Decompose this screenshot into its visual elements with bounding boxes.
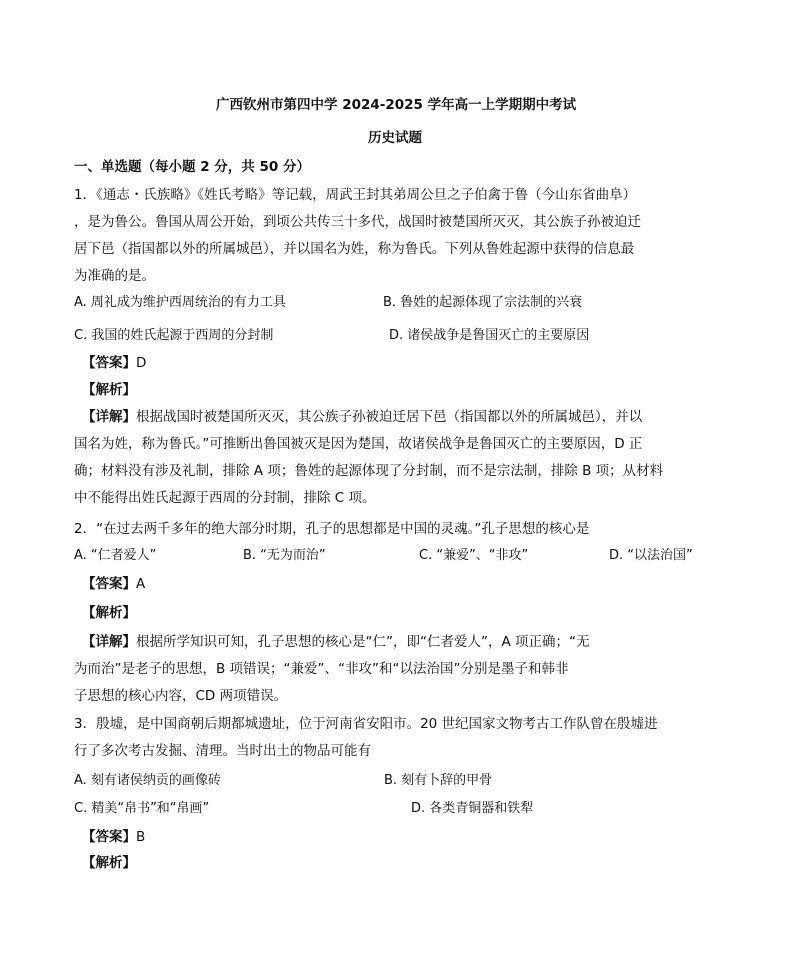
q2-option-c: C. “兼爱”、“非攻” bbox=[419, 548, 529, 563]
q2-option-d: D. “以法治国” bbox=[609, 548, 693, 563]
q1-answer-label: 【答案】 bbox=[82, 355, 136, 371]
q2-option-b: B. “无为而治” bbox=[243, 548, 326, 563]
q2-answer-value: A bbox=[136, 576, 146, 592]
q3-option-c: C. 精美“帛书”和“帛画” bbox=[74, 801, 210, 816]
section-heading: 一、单选题（每小题 2 分，共 50 分） bbox=[74, 159, 310, 175]
q1-stem-line-3: 居下邑（指国都以外的所属城邑），并以国名为姓，称为鲁氏。下列从鲁姓起源中获得的信息最 bbox=[74, 241, 635, 257]
q2-detail-line-3: 子思想的核心内容，CD 两项错误。 bbox=[74, 688, 288, 704]
q1-option-c: C. 我国的姓氏起源于西周的分封制 bbox=[74, 328, 274, 343]
q2-answer bbox=[82, 574, 145, 594]
q1-option-a: A. 周礼成为维护西周统治的有力工具 bbox=[74, 295, 286, 310]
q2-analysis-label: 【解析】 bbox=[82, 605, 136, 621]
q2-option-a: A. “仁者爱人” bbox=[74, 548, 157, 563]
q1-detail-line-2: 国名为姓，称为鲁氏。”可推断出鲁国被灭是因为楚国，故诸侯战争是鲁国灭亡的主要原因，D 正 bbox=[74, 436, 643, 452]
q3-answer-value: B bbox=[136, 829, 146, 845]
q1-answer bbox=[82, 353, 146, 373]
q1-detail-line-3: 确；材料没有涉及礼制，排除 A 项；鲁姓的起源体现了分封制，而不是宗法制，排除 B 项；从材料 bbox=[74, 463, 664, 479]
q2-detail-line-1 bbox=[82, 632, 590, 652]
q1-stem-line-1: 1．《通志・氏族略》《姓氏考略》等记载，周武王封其弟周公旦之子伯禽于鲁（今山东省曲阜） bbox=[74, 187, 637, 203]
q1-option-b: B. 鲁姓的起源体现了宗法制的兴衰 bbox=[383, 295, 583, 310]
q2-answer-label: 【答案】 bbox=[82, 576, 136, 592]
q3-answer-label: 【答案】 bbox=[82, 829, 136, 845]
q3-option-d: D. 各类青铜器和铁犁 bbox=[411, 801, 534, 816]
q1-stem-line-4: 为准确的是。 bbox=[74, 268, 155, 284]
q3-answer bbox=[82, 827, 145, 847]
q3-option-b: B. 刻有卜辞的甲骨 bbox=[384, 773, 493, 788]
q1-detail-line-4: 中不能得出姓氏起源于西周的分封制，排除 C 项。 bbox=[74, 490, 376, 506]
subject-title: 历史试题 bbox=[368, 130, 422, 146]
q1-detail-line-1 bbox=[82, 407, 642, 427]
q1-detail-text-1: 根据战国时被楚国所灭灭，其公族子孙被迫迁居下邑（指国都以外的所属城邑），并以 bbox=[136, 409, 643, 425]
q3-stem-line-1: 3．殷墟，是中国商朝后期都城遗址，位于河南省安阳市。20 世纪国家文物考古工作队曾在殷墟进 bbox=[74, 716, 658, 732]
q2-detail-label: 【详解】 bbox=[82, 634, 136, 650]
exam-title: 广西钦州市第四中学 2024-2025 学年高一上学期期中考试 bbox=[216, 97, 577, 113]
q3-stem-line-2: 行了多次考古发掘、清理。当时出土的物品可能有 bbox=[74, 743, 371, 759]
q1-detail-label: 【详解】 bbox=[82, 409, 136, 425]
q1-answer-value: D bbox=[136, 355, 147, 371]
q1-stem-line-2: ，是为鲁公。鲁国从周公开始，到顷公共传三十多代，战国时被楚国所灭灭，其公族子孙被迫迁 bbox=[74, 214, 641, 230]
q3-option-a: A. 刻有诸侯纳贡的画像砖 bbox=[74, 773, 221, 788]
q2-stem: 2．“在过去两千多年的绝大部分时期，孔子的思想都是中国的灵魂。”孔子思想的核心是 bbox=[74, 521, 590, 537]
q3-analysis-label: 【解析】 bbox=[82, 855, 136, 871]
q1-analysis-label: 【解析】 bbox=[82, 382, 136, 398]
q2-detail-line-2: 为而治”是老子的思想，B 项错误；“兼爱”、“非攻”和“以法治国”分别是墨子和韩非 bbox=[74, 661, 569, 677]
q1-option-d: D. 诸侯战争是鲁国灭亡的主要原因 bbox=[389, 328, 590, 343]
q2-detail-text-1: 根据所学知识可知，孔子思想的核心是“仁”，即“仁者爱人”，A 项正确；“无 bbox=[136, 634, 590, 650]
